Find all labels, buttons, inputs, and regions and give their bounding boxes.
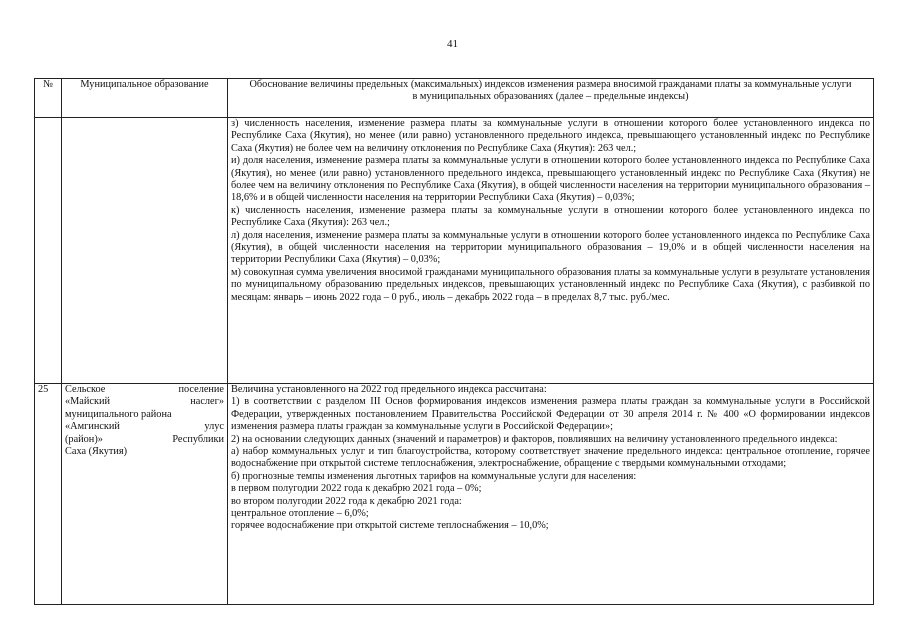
paragraph: з) численность населения, изменение размера платы за коммунальные услуги в отношении которого более установленного индекса по Республике Саха (Якутия), но менее (или равно) установленного предельного индекса, превышающего установленный индекс по Республике Саха (Якутия) не более чем на величину отклонения по Республике Саха (Якутия): 263 чел.;	[231, 118, 870, 154]
paragraph: во втором полугодии 2022 года к декабрю 2021 года:	[231, 495, 462, 507]
row-municipality-cell	[62, 118, 228, 384]
paragraph: центральное отопление – 6,0%;	[231, 508, 369, 520]
page-number: 41	[447, 38, 458, 50]
paragraph: к) численность населения, изменение размера платы за коммунальные услуги в отношении которого более установленного индекса по Республике Саха (Якутия): 263 чел.;	[231, 204, 870, 229]
row-justification-cell	[228, 384, 874, 605]
paragraph: 1) в соответствии с разделом III Основ формирования индексов изменения размера платы граждан за коммунальные услуги в Российской Федерации, утвержденных постановлением Правительства Российской Федерации от 30 апреля 2014 г. № 400 «О формировании индексов изменения размера платы граждан за коммунальные услуги в Российской Федерации»;	[231, 396, 870, 433]
municipality-line: (район)» Республики	[65, 433, 224, 445]
table-row	[35, 118, 874, 384]
municipality-line: Саха (Якутия)	[65, 446, 128, 458]
row-number-cell: 25	[35, 384, 62, 605]
paragraph: в первом полугодии 2022 года к декабрю 2021 года – 0%;	[231, 483, 482, 495]
paragraph: б) прогнозные темпы изменения льготных тарифов на коммунальные услуги для населения:	[231, 470, 637, 482]
justification-table	[34, 78, 874, 605]
table-header-row	[35, 79, 874, 118]
municipality-line: «Амгинский улус	[65, 421, 224, 433]
paragraph: а) набор коммунальных услуг и тип благоустройства, которому соответствует значение предельного индекса: центральное отопление, горячее водоснабжение при открытой системе теплоснабжения, электроснабжение, обращение с твердыми коммунальными отходами;	[231, 446, 870, 470]
row-justification-cell	[228, 118, 874, 384]
header-number: №	[35, 79, 62, 118]
table-row	[35, 384, 874, 605]
header-municipality: Муниципальное образование	[62, 79, 228, 118]
paragraph: 2) на основании следующих данных (значений и параметров) и факторов, повлиявших на величину установленного предельного индекса:	[231, 433, 838, 445]
municipality-line: «Майский наслег»	[65, 396, 224, 408]
row-municipality-cell	[62, 384, 228, 605]
municipality-line: Сельское поселение	[65, 384, 224, 395]
header-justification: Обоснование величины предельных (максимальных) индексов изменения размера вносимой гражданами платы за коммунальные услуги в муниципальных образованиях (далее – предельные индексы)	[228, 79, 874, 118]
row-number-cell	[35, 118, 62, 384]
paragraph: и) доля населения, изменение размера платы за коммунальные услуги в отношении которого более установленного индекса по Республике Саха (Якутия), но менее (или равно) установленного предельного индекса, превышающего установленный индекс по Республике Саха (Якутия) не более чем на величину отклонения по Республике Саха (Якутия), в общей численности населения на территории муниципального образования – 18,6% и в общей численности населения на территории Республики Саха (Якутия) – 0,03%;	[231, 155, 870, 204]
paragraph: Величина установленного на 2022 год предельного индекса рассчитана:	[231, 384, 547, 395]
municipality-line: муниципального района	[65, 408, 172, 420]
paragraph: горячее водоснабжение при открытой системе теплоснабжения – 10,0%;	[231, 520, 549, 532]
paragraph: л) доля населения, изменение размера платы за коммунальные услуги в отношении которого более установленного индекса по Республике Саха (Якутия), в общей численности населения на территории муниципального образования – 19,0% и в общей численности населения на территории Республики Саха (Якутия) – 0,03%;	[231, 229, 870, 266]
paragraph: м) совокупная сумма увеличения вносимой гражданами муниципального образования платы за коммунальные услуги в результате установления по муниципальному образованию предельных индексов, превышающих установленный индекс по Республике Саха (Якутия), с разбивкой по месяцам: январь – июнь 2022 года – 0 руб., июль – декабрь 2022 года – в пределах 8,7 тыс. руб./мес.	[231, 266, 870, 303]
